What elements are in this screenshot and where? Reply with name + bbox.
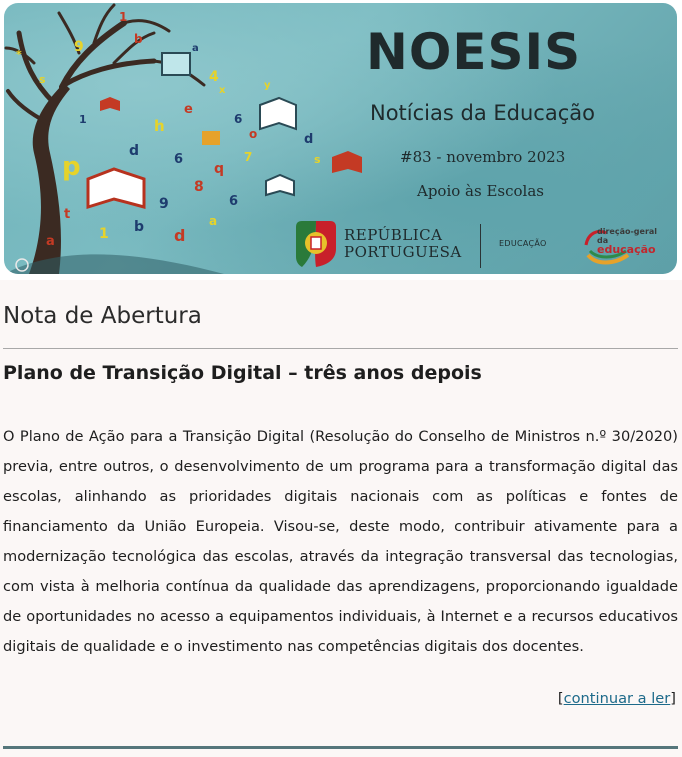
dge-line-2: da bbox=[597, 236, 609, 245]
svg-text:e: e bbox=[184, 102, 193, 117]
svg-text:6: 6 bbox=[174, 152, 184, 167]
svg-text:p: p bbox=[62, 152, 81, 182]
svg-text:y: y bbox=[264, 80, 271, 91]
svg-text:a: a bbox=[192, 43, 199, 54]
svg-text:d: d bbox=[304, 132, 314, 147]
svg-text:d: d bbox=[174, 226, 186, 245]
republica-portuguesa-wordmark bbox=[344, 227, 462, 261]
article-title: Plano de Transição Digital – três anos depois bbox=[3, 362, 482, 384]
svg-text:d: d bbox=[129, 143, 140, 159]
svg-text:o: o bbox=[249, 127, 258, 141]
section-title: Nota de Abertura bbox=[3, 303, 202, 329]
svg-text:1: 1 bbox=[79, 113, 87, 126]
svg-text:b: b bbox=[134, 32, 143, 46]
logo-divider bbox=[480, 224, 481, 268]
svg-text:x: x bbox=[219, 85, 226, 96]
svg-text:h: h bbox=[154, 117, 165, 135]
svg-text:s: s bbox=[314, 153, 321, 166]
issue-number: #83 - novembro 2023 bbox=[400, 148, 566, 166]
republica-portuguesa-emblem-icon bbox=[294, 219, 338, 269]
svg-text:9: 9 bbox=[74, 39, 84, 55]
svg-text:1: 1 bbox=[99, 226, 109, 242]
ministry-label: EDUCAÇÃO bbox=[499, 239, 547, 248]
bracket-open: [ bbox=[557, 690, 564, 707]
svg-text:t: t bbox=[64, 207, 71, 222]
newsletter-banner bbox=[4, 3, 677, 274]
svg-text:a: a bbox=[209, 214, 218, 228]
continue-reading bbox=[558, 690, 676, 707]
newsletter-title: NOESIS bbox=[366, 23, 582, 81]
bracket-close: ] bbox=[670, 690, 676, 707]
svg-text:8: 8 bbox=[194, 179, 204, 195]
svg-text:1: 1 bbox=[119, 10, 128, 24]
svg-text:4: 4 bbox=[209, 69, 219, 85]
dge-line-3: educação bbox=[597, 243, 656, 256]
republica-line: REPÚBLICA bbox=[344, 226, 443, 244]
svg-text:9: 9 bbox=[159, 196, 169, 212]
audience-label: Apoio às Escolas bbox=[417, 182, 544, 200]
svg-text:6: 6 bbox=[234, 112, 243, 126]
dge-line-1: direção-geral bbox=[597, 227, 658, 236]
svg-text:7: 7 bbox=[244, 150, 253, 164]
dge-wordmark bbox=[597, 227, 657, 254]
svg-text:s: s bbox=[39, 73, 46, 86]
svg-text:b: b bbox=[134, 219, 145, 235]
svg-text:a: a bbox=[46, 234, 55, 249]
footer-divider bbox=[3, 746, 678, 749]
svg-text:q: q bbox=[214, 161, 225, 177]
portuguesa-line: PORTUGUESA bbox=[344, 243, 462, 261]
article-body: O Plano de Ação para a Transição Digital (Resolução do Conselho de Ministros n.º 30/2020) previa, entre outros, o desenvolvimento de um programa para a transformação digital das escolas, alinhando as prioridades digitais nacionais com as políticas e fontes de financiamento da União Europeia. Visou-se, deste modo, contribuir ativamente para a modernização tecnológica das escolas, através da integração transversal das tecnologias, com vista à melhoria contínua da qualidade das aprendizagens, proporcionando igualdade de oportunidades no acesso a equipamentos individuais, à Internet e a recursos educativos digitais de qualidade e o investimento nas competências digitais dos docentes. bbox=[3, 428, 678, 655]
svg-text:6: 6 bbox=[229, 194, 239, 209]
newsletter-subtitle: Notícias da Educação bbox=[370, 101, 595, 125]
continue-reading-link[interactable]: continuar a ler bbox=[563, 690, 671, 707]
svg-text:*: * bbox=[16, 48, 22, 61]
section-divider bbox=[3, 348, 678, 349]
